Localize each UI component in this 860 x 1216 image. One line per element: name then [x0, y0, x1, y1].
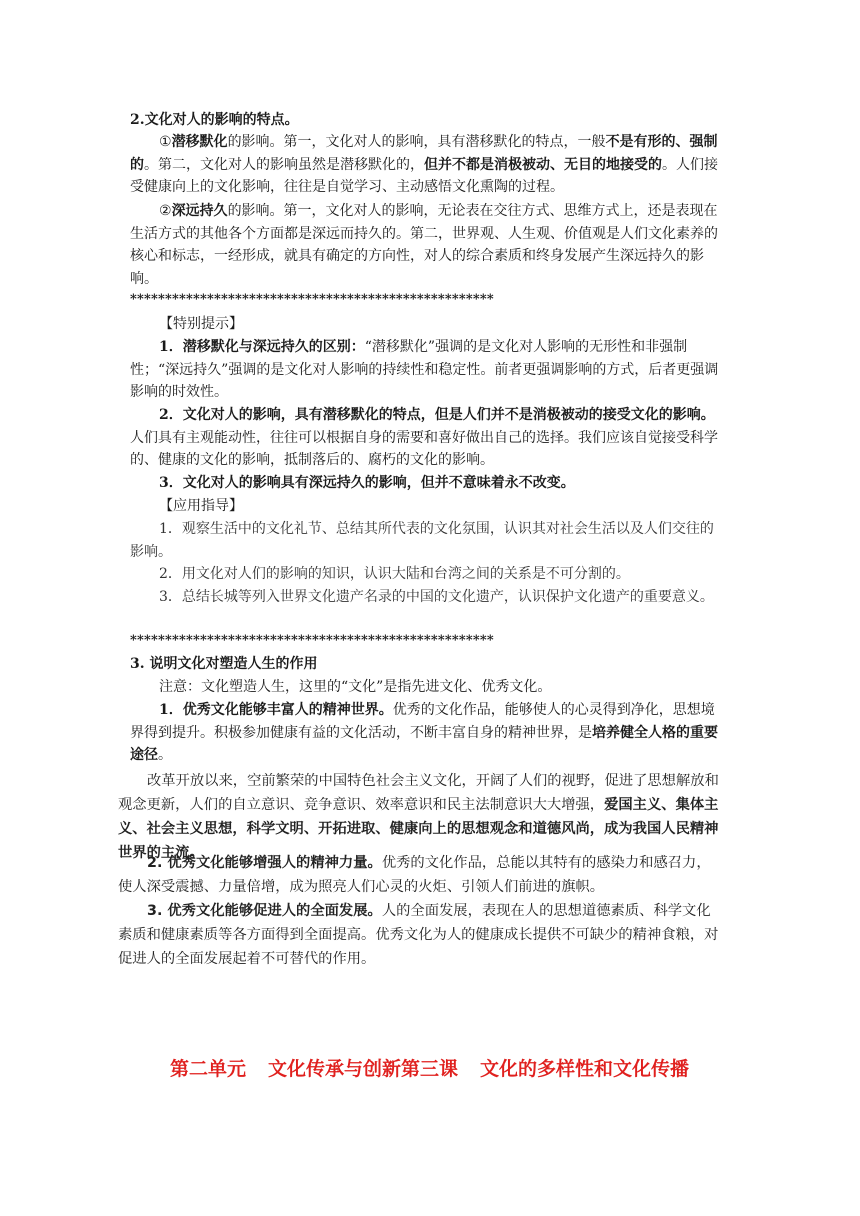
- tips-item-2: 2．文化对人的影响，具有潜移默化的特点，但是人们并不是消极被动的接受文化的影响。人们具有主观能动性，往往可以根据自身的需要和喜好做出自己的选择。我们应该自觉接受科学的、健康的文化的影响，抵制落后的、腐朽的文化的影响。: [130, 407, 718, 468]
- section2-paragraph-1: ①潜移默化的影响。第一，文化对人的影响，具有潜移默化的特点，一般不是有形的、强制的。第二，文化对人的影响虽然是潜移默化的，但并不都是消极被动、无目的地接受的。人们接受健康向上的文化影响，往往是自觉学习、主动感悟文化熏陶的过程。: [130, 134, 718, 195]
- unit-title-part-3: 文化的多样性和文化传播: [480, 1058, 690, 1080]
- unit-title: [170, 1054, 770, 1081]
- section3-item-1: 1．优秀文化能够丰富人的精神世界。优秀的文化作品，能够使人的心灵得到净化，思想境界得到提升。积极参加健康有益的文化活动，不断丰富自身的精神世界，是培养健全人格的重要途径。: [130, 702, 718, 763]
- guide-item-1: 1．观察生活中的文化礼节、总结其所代表的文化氛围，认识其对社会生活以及人们交往的影响。: [130, 521, 714, 560]
- section3-heading: 3. 说明文化对塑造人生的作用: [130, 656, 318, 672]
- marker: ①: [159, 134, 172, 150]
- separator-line-2: ****************************************************: [130, 633, 494, 648]
- scan-paragraph-1: 改革开放以来，空前繁荣的中国特色社会主义文化，开阔了人们的视野，促进了思想解放和观念更新，人们的自立意识、竞争意识、效率意识和民主法制意识大大增强，爱国主义、集体主义、社会主义思想，科学文明、开拓进取、健康向上的思想观念和道德风尚，成为我国人民精神世界的主流。: [118, 773, 719, 861]
- guide-item-3: 3．总结长城等列入世界文化遗产名录的中国的文化遗产，认识保护文化遗产的重要意义。: [159, 589, 714, 605]
- guide-heading: 【应用指导】: [159, 498, 243, 514]
- tips-item-1: 1．潜移默化与深远持久的区别：“潜移默化”强调的是文化对人影响的无形性和非强制性；“深远持久”强调的是文化对人影响的持续性和稳定性。前者更强调影响的方式，后者更强调影响的时效性。: [130, 339, 719, 400]
- section2-paragraph-2: ②深远持久的影响。第一，文化对人的影响，无论表在交往方式、思维方式上，还是表现在生活方式的其他各个方面都是深远而持久的。第二，世界观、人生观、价值观是人们文化素养的核心和标志，一经形成，就具有确定的方向性，对人的综合素质和终身发展产生深远持久的影响。: [130, 203, 718, 287]
- scan-paragraph-3: 3. 优秀文化能够促进人的全面发展。人的全面发展，表现在人的思想道德素质、科学文化素质和健康素质等各方面得到全面提高。优秀文化为人的健康成长提供不可缺少的精神食粮，对促进人的全面发展起着不可替代的作用。: [118, 903, 719, 967]
- scan-paragraph-2: 2. 优秀文化能够增强人的精神力量。优秀的文化作品，总能以其特有的感染力和感召力，使人深受震撼、力量倍增，成为照亮人们心灵的火炬、引领人们前进的旗帜。: [118, 855, 711, 895]
- tips-item-3: 3．文化对人的影响具有深远持久的影响，但并不意味着永不改变。: [159, 475, 575, 491]
- unit-title-part-1: 第二单元: [170, 1058, 247, 1080]
- marker: ②: [159, 203, 172, 219]
- section2-heading: 2.文化对人的影响的特点。: [130, 112, 299, 128]
- guide-item-2: 2．用文化对人们的影响的知识，认识大陆和台湾之间的关系是不可分割的。: [159, 566, 630, 582]
- unit-title-part-2: 文化传承与创新第三课: [268, 1058, 459, 1080]
- section3-note: 注意：文化塑造人生，这里的“文化”是指先进文化、优秀文化。: [159, 679, 552, 695]
- tips-heading: 【特别提示】: [159, 316, 243, 332]
- separator-line: ****************************************************: [130, 292, 494, 307]
